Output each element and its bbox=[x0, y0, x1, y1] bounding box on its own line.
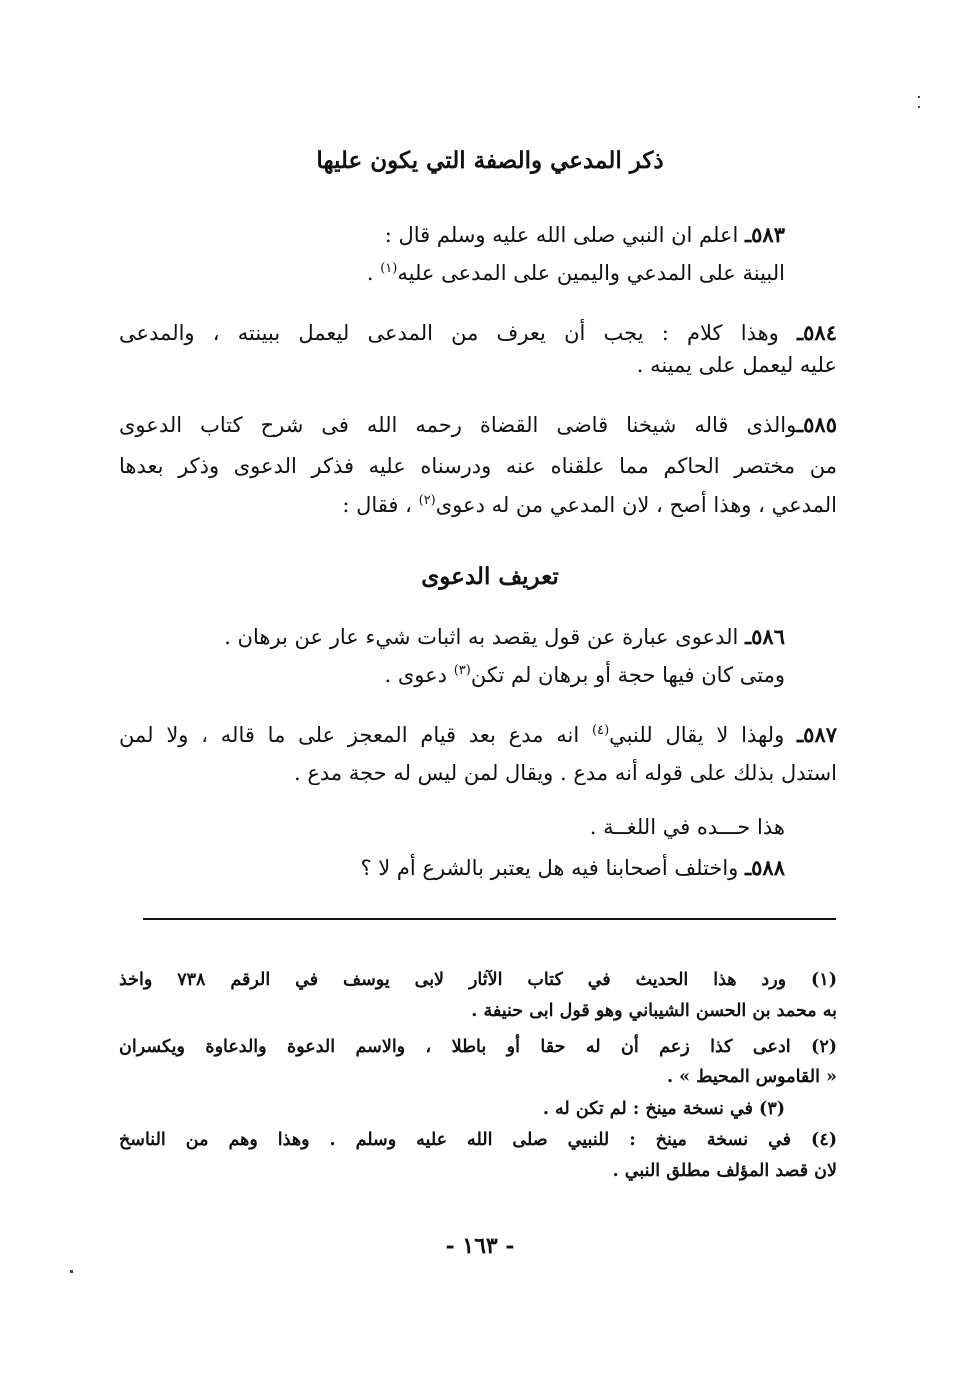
section-heading-dawa-definition: تعريف الدعوى bbox=[421, 563, 559, 590]
paragraph-583-line-1 bbox=[385, 220, 785, 250]
footnote-2-line-1: (٢) ادعى كذا زعم أن له حقا أو باطلا ، والاسم الدعوة والدعاوة ويكسران bbox=[119, 1037, 837, 1057]
section-heading-mudai: ذكر المدعي والصفة التي يكون عليها bbox=[316, 147, 664, 174]
paragraph-number-585: ٥٨٥ـ bbox=[797, 412, 837, 437]
footnote-1-line-2: به محمد بن الحسن الشيباني وهو قول ابى حنيفة . bbox=[471, 1001, 837, 1021]
scan-speck bbox=[918, 106, 920, 108]
scan-speck bbox=[918, 96, 920, 98]
paragraph-number-587: ٥٨٧ـ bbox=[797, 722, 838, 747]
footnote-1-line-1: (١) ورد هذا الحديث في كتاب الآثار لابى يوسف في الرقم ٧٣٨ واخذ bbox=[119, 970, 837, 990]
paragraph-585-line-2: من مختصر الحاكم مما علقناه عنه ودرسناه عليه فذكر الدعوى وذكر بعدها bbox=[119, 454, 837, 478]
paragraph-584-line-1 bbox=[119, 318, 837, 348]
footnote-ref-2: (٢) bbox=[418, 493, 436, 508]
paragraph-586-text-2a: ومتى كان فيها حجة أو برهان لم تكن bbox=[470, 663, 785, 687]
paragraph-588-line-1 bbox=[360, 853, 785, 883]
paragraph-number-586: ٥٨٦ـ bbox=[745, 624, 785, 649]
definition-line: هذا حـــده في اللغــة . bbox=[589, 815, 785, 839]
paragraph-587-line-2: استدل بذلك على قوله أنه مدع . ويقال لمن ليس له حجة مدع . bbox=[294, 761, 837, 785]
paragraph-585-text-1: والذى قاله شيخنا قاضى القضاة رحمه الله فى شرح كتاب الدعوى bbox=[119, 413, 797, 437]
paragraph-586-text-2b: دعوى . bbox=[384, 663, 454, 687]
paragraph-586-text-1: الدعوى عبارة عن قول يقصد به اثبات شيء عار عن برهان . bbox=[224, 625, 745, 649]
paragraph-587-text-1b: انه مدع بعد قيام المعجز على ما قاله ، ولا لمن bbox=[119, 723, 592, 747]
paragraph-583-line-2 bbox=[367, 258, 785, 288]
footnote-3-line-1: (٣) في نسخة مينخ : لم تكن له . bbox=[542, 1099, 785, 1119]
footnote-separator-rule bbox=[143, 918, 836, 920]
paragraph-586-line-2 bbox=[385, 660, 785, 690]
paragraph-588-text-1: واختلف أصحابنا فيه هل يعتبر بالشرع أم لا ؟ bbox=[360, 856, 745, 880]
paragraph-587-line-1 bbox=[119, 720, 837, 750]
paragraph-number-583: ٥٨٣ـ bbox=[745, 222, 785, 247]
paragraph-585-text-3b: ، فقال : bbox=[342, 493, 419, 517]
paragraph-number-584: ٥٨٤ـ bbox=[797, 320, 837, 345]
paragraph-585-line-3 bbox=[342, 490, 837, 520]
footnote-4-line-2: لان قصد المؤلف مطلق النبي . bbox=[612, 1161, 837, 1181]
footnote-ref-3: (٣) bbox=[453, 663, 471, 678]
paragraph-583-text-1: اعلم ان النبي صلى الله عليه وسلم قال : bbox=[384, 223, 745, 247]
paragraph-586-line-1 bbox=[224, 622, 785, 652]
paragraph-585-text-3a: المدعي ، وهذا أصح ، لان المدعي من له دعوى bbox=[435, 493, 837, 517]
paragraph-587-text-1a: ولهذا لا يقال للنبي bbox=[609, 723, 798, 747]
footnote-4-line-1: (٤) في نسخة مينخ : للنبيي صلى الله عليه وسلم . وهذا وهم من الناسخ bbox=[119, 1130, 837, 1150]
scan-speck bbox=[70, 1270, 73, 1273]
paragraph-584-line-2: عليه ليعمل على يمينه . bbox=[636, 353, 837, 377]
footnote-ref-4: (٤) bbox=[592, 723, 610, 738]
paragraph-583-text-2a: البينة على المدعي واليمين على المدعى عليه bbox=[397, 261, 785, 285]
paragraph-584-text-1: وهذا كلام : يجب أن يعرف من المدعى ليعمل ببينته ، والمدعى bbox=[119, 321, 797, 345]
footnote-ref-1: (١) bbox=[380, 261, 398, 276]
page-number: - ١٦٣ - bbox=[445, 1233, 515, 1259]
footnote-2-line-2: « القاموس المحيط » . bbox=[667, 1067, 837, 1087]
paragraph-583-text-2b: . bbox=[366, 261, 381, 285]
paragraph-number-588: ٥٨٨ـ bbox=[745, 855, 785, 880]
paragraph-585-line-1 bbox=[119, 410, 837, 440]
